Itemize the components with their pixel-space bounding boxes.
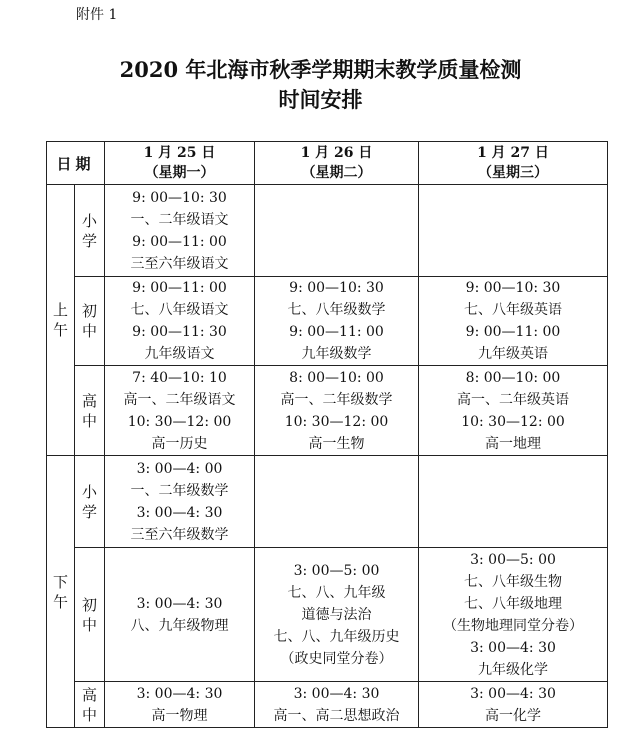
exam-cell: 7: 40—10: 10 高一、二年级语文 10: 30—12: 00 高一历史 (105, 366, 255, 456)
level-junior-high: 初 中 (75, 548, 105, 682)
exam-cell: 9: 00—11: 00 七、八年级语文 9: 00—11: 30 九年级语文 (105, 277, 255, 366)
level-junior-high: 初 中 (75, 277, 105, 366)
date-header-1 (255, 142, 419, 185)
exam-cell: 3: 00—5: 00 七、八、九年级 道德与法治 七、八、九年级历史 （政史同堂分卷） (255, 548, 419, 682)
table-row (47, 548, 608, 682)
level-senior-high: 高 中 (75, 366, 105, 456)
date-label: 1 月 27 日 (477, 145, 549, 161)
table-row (47, 366, 608, 456)
empty-cell (255, 456, 419, 548)
exam-cell: 3: 00—4: 30 高一、高二思想政治 (255, 682, 419, 728)
empty-cell (255, 185, 419, 277)
exam-cell: 3: 00—5: 00 七、八年级生物 七、八年级地理 （生物地理同堂分卷） 3: 00—4: 30 九年级化学 (419, 548, 608, 682)
date-label: 1 月 25 日 (143, 145, 216, 161)
exam-cell: 9: 00—10: 30 七、八年级数学 9: 00—11: 00 九年级数学 (255, 277, 419, 366)
empty-cell (419, 185, 608, 277)
empty-cell (419, 456, 608, 548)
exam-cell: 8: 00—10: 00 高一、二年级数学 10: 30—12: 00 高一生物 (255, 366, 419, 456)
exam-cell: 3: 00—4: 30 八、九年级物理 (105, 548, 255, 682)
table-row (47, 277, 608, 366)
date-header-0 (105, 142, 255, 185)
weekday-label: （星期二） (301, 165, 372, 181)
weekday-label: （星期一） (144, 165, 215, 181)
document-subtitle: 时间安排 (278, 87, 363, 112)
date-label: 1 月 26 日 (300, 145, 373, 161)
level-primary: 小 学 (75, 456, 105, 548)
exam-cell: 8: 00—10: 00 高一、二年级英语 10: 30—12: 00 高一地理 (419, 366, 608, 456)
level-senior-high: 高 中 (75, 682, 105, 728)
exam-cell: 9: 00—10: 30 一、二年级语文 9: 00—11: 00 三至六年级语文 (105, 185, 255, 277)
document-title: 2020 年北海市秋季学期期末教学质量检测 (119, 57, 522, 82)
date-corner-header: 日期 (47, 142, 105, 185)
weekday-label: （星期三） (478, 165, 548, 181)
exam-cell: 3: 00—4: 30 高一化学 (419, 682, 608, 728)
level-primary: 小 学 (75, 185, 105, 277)
exam-cell: 3: 00—4: 00 一、二年级数学 3: 00—4: 30 三至六年级数学 (105, 456, 255, 548)
table-row (47, 456, 608, 548)
period-morning: 上 午 (47, 185, 75, 456)
date-header-2 (419, 142, 608, 185)
exam-cell: 3: 00—4: 30 高一物理 (105, 682, 255, 728)
period-afternoon: 下 午 (47, 456, 75, 728)
header-row (47, 142, 608, 185)
exam-cell: 9: 00—10: 30 七、八年级英语 9: 00—11: 00 九年级英语 (419, 277, 608, 366)
table-row (47, 185, 608, 277)
schedule-table (46, 141, 608, 728)
attachment-label: 附件 1 (76, 7, 118, 23)
table-row (47, 682, 608, 728)
